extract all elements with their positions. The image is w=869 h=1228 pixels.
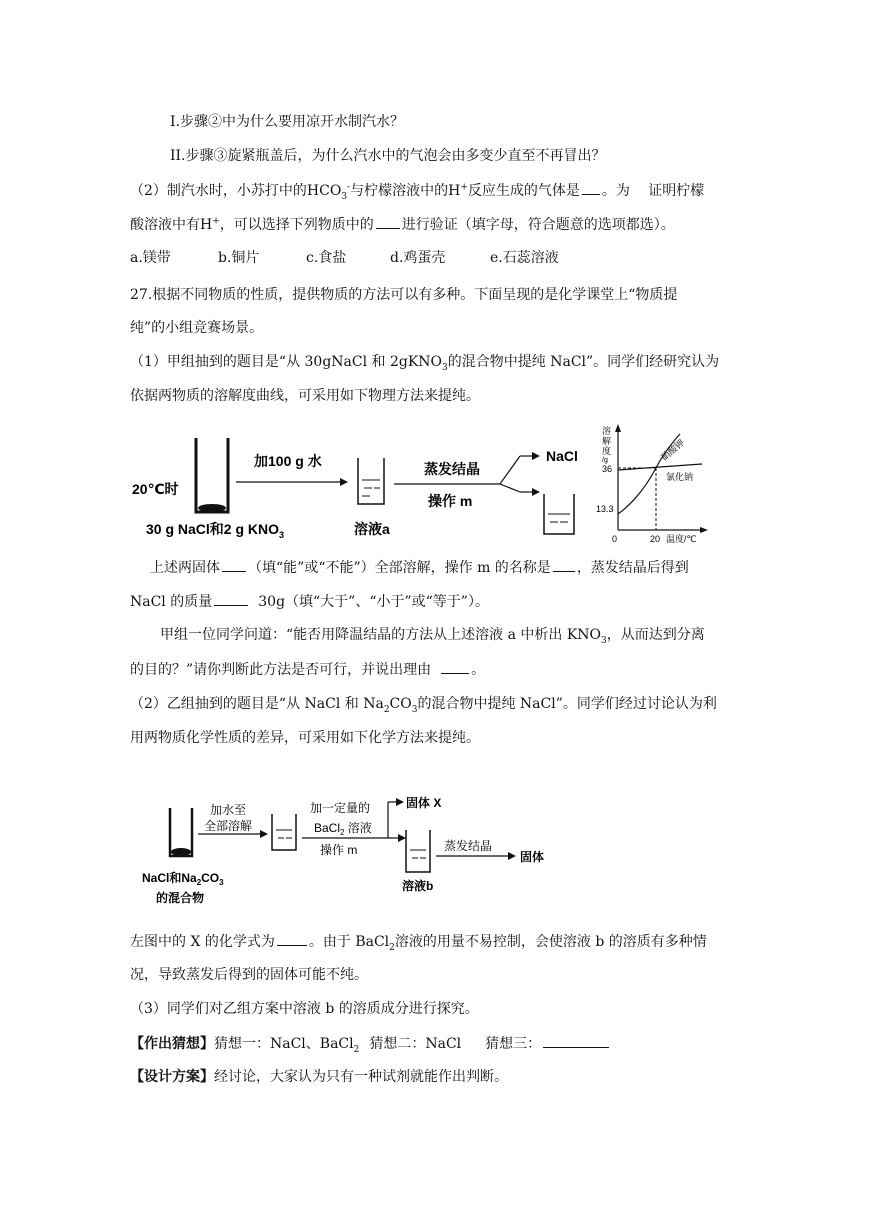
question-27-1-line-1: （1）甲组抽到的题目是“从 30gNaCl 和 2gKNO$_3$的混合物中提纯 NaCl”。同学们经研究认为	[130, 354, 720, 373]
solution-a-label: 溶液a	[354, 521, 390, 537]
mixture-label-2: 的混合物	[156, 891, 205, 905]
question-27-2-line-2: 用两物质化学性质的差异，可采用如下化学方法来提纯。	[130, 730, 480, 746]
graph-xlabel: 温度/℃	[666, 534, 697, 544]
graph-y-tick-36: 36	[602, 464, 613, 474]
answer-blank[interactable]	[214, 591, 248, 606]
solution-b-label: 溶液b	[402, 879, 434, 893]
svg-text:/g: /g	[602, 457, 608, 464]
question-27-1-blank-line-2: NaCl 的质量 30g（填“大于”、“小于”或“等于”）。	[130, 591, 489, 612]
question-27-intro-2: 纯”的小组竞赛场景。	[130, 320, 264, 336]
graph-y-tick-13: 13.3	[596, 504, 614, 514]
answer-blank[interactable]	[376, 214, 400, 229]
question-27-2-line-1: （2）乙组抽到的题目是“从 NaCl 和 $Na_2CO_3$的混合物中提纯 NaCl”。同学们经过讨论认为利	[130, 696, 717, 715]
mixture-label: 30 g NaCl和2 g $KNO_3$	[146, 521, 285, 540]
operation-m-label-2: 操作 m	[320, 843, 358, 857]
operation-m-label: 操作 m	[428, 493, 473, 509]
solid-label: 固体	[520, 850, 545, 864]
option-d: d.鸡蛋壳	[390, 250, 446, 266]
option-b: b.铜片	[218, 250, 260, 266]
solid-x-label: 固体 X	[406, 796, 442, 810]
answer-blank[interactable]	[553, 557, 575, 572]
question-line-i: I.步骤②中为什么要用凉开水制汽水？	[170, 114, 404, 130]
nacl-product-label: NaCl	[546, 448, 578, 464]
design-label: 【设计方案】	[130, 1069, 214, 1085]
svg-text:解: 解	[602, 436, 612, 446]
question-27-1-extra-line-2: 的目的？”请你判断此方法是否可行，并说出理由 。	[130, 659, 485, 680]
kno3-curve-label: 硝酸钾	[659, 437, 687, 463]
temperature-label: 20℃时	[132, 481, 179, 497]
design-line: 【设计方案】经讨论，大家认为只有一种试剂就能作出判断。	[130, 1069, 508, 1085]
option-e: e.石蕊溶液	[490, 250, 559, 266]
answer-blank[interactable]	[441, 659, 469, 674]
beaker-filtrate	[544, 494, 574, 534]
question-2-line-1: （2）制汽水时，小苏打中的$HCO_3^-$与柠檬溶液中的H+反应生成的气体是 。为 证明柠檬	[130, 180, 704, 201]
svg-text:度: 度	[602, 446, 612, 456]
question-2-line-2: 酸溶液中有H+，可以选择下列物质中的 进行验证（填字母，符合题意的选项都选）。	[130, 214, 675, 235]
question-27-2-blank-line-2: 况，导致蒸发后得到的固体可能不纯。	[130, 967, 368, 983]
graph-x-tick-0: 0	[612, 534, 618, 544]
mixture-label-1: NaCl和$Na_2CO_3$	[142, 871, 224, 887]
answer-blank[interactable]	[277, 931, 307, 946]
beaker-mixture	[170, 808, 192, 856]
hypothesis-label: 【作出猜想】	[130, 1036, 214, 1052]
question-line-ii: II.步骤③旋紧瓶盖后，为什么汽水中的气泡会由多变少直至不再冒出？	[170, 148, 606, 164]
options-row	[130, 248, 559, 268]
bacl2-label-2: BaCl$_2$ 溶液	[314, 821, 372, 837]
dissolve-label-1: 加水至	[210, 803, 247, 817]
bacl2-label-1: 加一定量的	[310, 801, 371, 815]
option-a: a.镁带	[130, 250, 171, 266]
graph-x-tick-20: 20	[650, 534, 661, 544]
add-water-label: 加100 g 水	[254, 453, 322, 469]
question-27-3-line: （3）同学们对乙组方案中溶液 b 的溶质成分进行探究。	[130, 1001, 479, 1017]
question-27-1-line-2: 依据两物质的溶解度曲线，可采用如下物理方法来提纯。	[130, 388, 480, 404]
answer-blank[interactable]	[582, 180, 600, 195]
chemical-purification-figure	[138, 790, 545, 910]
question-27-1-extra-line-1: 甲组一位同学问道：“能否用降温结晶的方法从上述溶液 a 中析出 $KNO_3$，从而达到分离	[160, 627, 705, 646]
evaporate-label-2: 蒸发结晶	[444, 839, 493, 853]
answer-blank[interactable]	[543, 1033, 609, 1048]
nacl-curve-label: 氯化钠	[666, 472, 694, 482]
dissolve-label-2: 全部溶解	[204, 819, 253, 833]
option-c: c.食盐	[306, 250, 347, 266]
question-27-intro-1: 27.根据不同物质的性质，提供物质的方法可以有多种。下面呈现的是化学课堂上“物质提	[130, 287, 678, 303]
graph-ylabel: 溶	[602, 426, 612, 436]
beaker-solution-a	[358, 458, 384, 504]
hypothesis-line: 【作出猜想】猜想一：NaCl、BaCl$_2$ 猜想二：NaCl 猜想三：	[130, 1033, 611, 1054]
beaker-with-solid	[196, 438, 228, 512]
question-27-1-blank-line-1: 上述两固体 （填“能”或“不能”）全部溶解，操作 m 的名称是 ，蒸发结晶后得到	[150, 557, 689, 578]
beaker-solution-b	[406, 830, 430, 872]
solubility-curve-graph	[596, 424, 708, 544]
answer-blank[interactable]	[222, 557, 246, 572]
evaporate-label: 蒸发结晶	[424, 461, 480, 477]
question-27-2-blank-line-1: 左图中的 X 的化学式为 。由于 BaCl$_2$溶液的用量不易控制，会使溶液 b 的溶质有多种情	[130, 931, 707, 952]
physical-purification-figure	[128, 420, 710, 548]
beaker-solution	[272, 814, 296, 850]
